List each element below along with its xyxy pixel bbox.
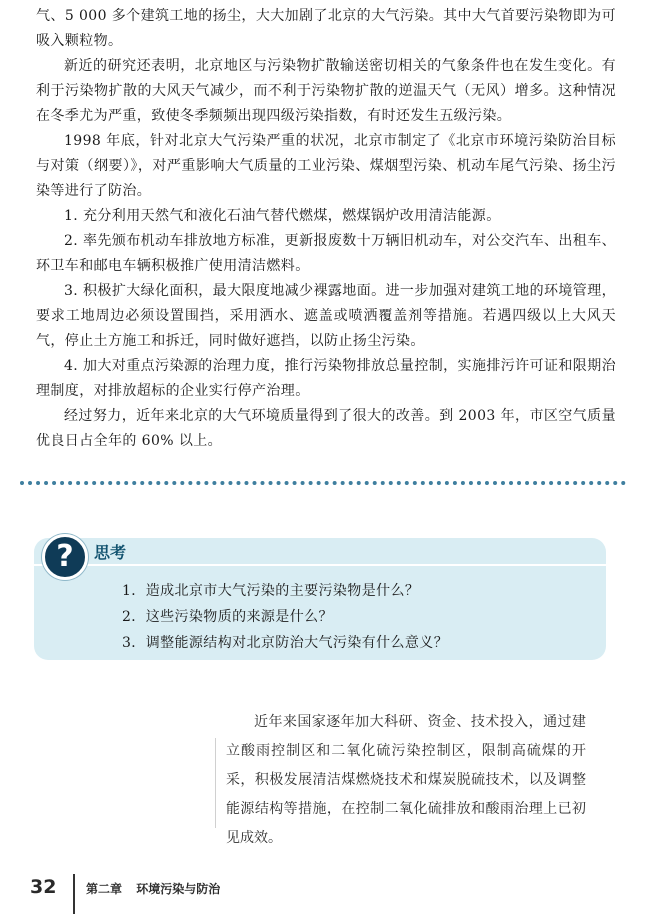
measure-4: 4. 加大对重点污染源的治理力度，推行污染物排放总量控制，实施排污许可证和限期治理制度，对排放超标的企业实行停产治理。	[36, 358, 616, 399]
chapter-title: 环境污染与防治	[136, 882, 221, 896]
footer-divider	[73, 874, 75, 914]
question-item: 3．调整能源结构对北京防治大气污染有什么意义？	[122, 635, 449, 651]
question-mark-icon: ?	[42, 534, 88, 580]
sidebar-paragraph: 近年来国家逐年加大科研、资金、技术投入，通过建立酸雨控制区和二氧化硫污染控制区，限制高硫煤的开采，积极发展清洁煤燃烧技术和煤炭脱硫技术，以及调整能源结构等措施，在控制二氧化硫排放和酸雨治理上已初见成效。	[226, 714, 586, 846]
dotted-divider	[20, 481, 626, 485]
sidebar-rule	[215, 738, 216, 828]
page-number: 32	[30, 876, 57, 898]
measure-1: 1. 充分利用天然气和液化石油气替代燃煤，燃煤锅炉改用清洁能源。	[64, 208, 501, 224]
question-item: 2．这些污染物质的来源是什么？	[122, 609, 333, 625]
question-item: 1．造成北京市大气污染的主要污染物是什么？	[122, 583, 420, 599]
measure-2: 2. 率先颁布机动车排放地方标准，更新报废数十万辆旧机动车，对公交汽车、出租车、环卫车和邮电车辆积极推广使用清洁燃料。	[36, 233, 616, 274]
chapter-number: 第二章	[86, 882, 123, 896]
chapter-label	[86, 880, 230, 897]
think-title: 思考	[94, 543, 127, 562]
paragraph-2: 1998 年底，针对北京大气污染严重的状况，北京市制定了《北京市环境污染防治目标与对策（纲要）》，对严重影响大气质量的工业污染、煤烟型污染、机动车尾气污染、扬尘污染等进行了防治。	[36, 133, 616, 199]
think-box	[34, 538, 606, 660]
think-header	[34, 538, 606, 574]
paragraph-1: 新近的研究还表明，北京地区与污染物扩散输送密切相关的气象条件也在发生变化。有利于污染物扩散的大风天气减少，而不利于污染物扩散的逆温天气（无风）增多。这种情况在冬季尤为严重，致使冬季频频出现四级污染指数，有时还发生五级污染。	[36, 58, 616, 124]
sidebar-note	[226, 708, 586, 853]
main-text	[36, 4, 616, 454]
paragraph-conclusion: 经过努力，近年来北京的大气环境质量得到了很大的改善。到 2003 年，市区空气质量优良日占全年的 60% 以上。	[36, 408, 616, 449]
measure-3: 3. 积极扩大绿化面积，最大限度地减少裸露地面。进一步加强对建筑工地的环境管理，要求工地周边必须设置围挡，采用洒水、遮盖或喷洒覆盖剂等措施。若遇四级以上大风天气，停止土方施工和拆迁，同时做好遮挡，以防止扬尘污染。	[36, 283, 616, 349]
think-questions	[122, 578, 448, 656]
paragraph-0: 气、5 000 多个建筑工地的扬尘，大大加剧了北京的大气污染。其中大气首要污染物即为可吸入颗粒物。	[36, 8, 616, 49]
